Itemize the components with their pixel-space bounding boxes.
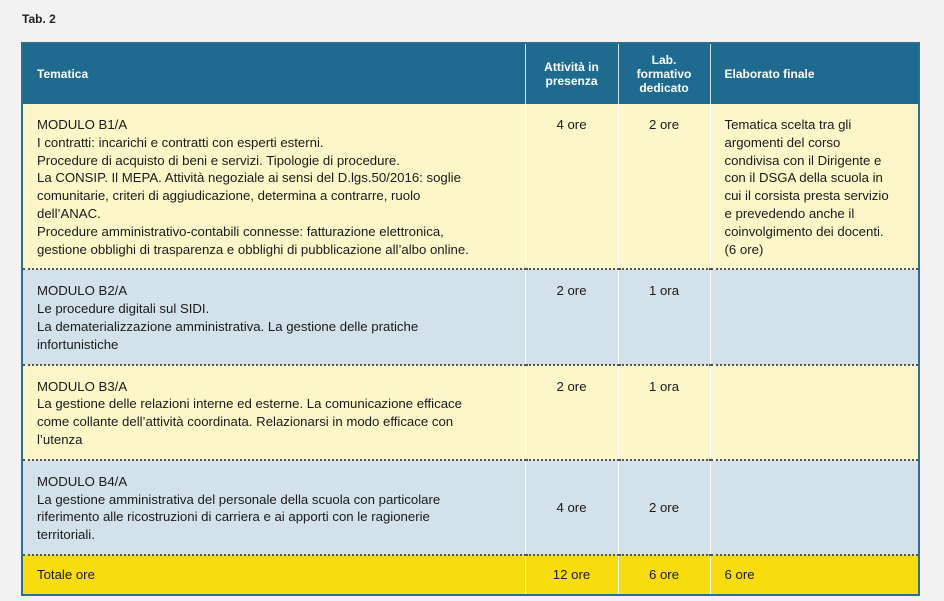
table-label: Tab. 2: [22, 12, 56, 26]
table-row: [22, 104, 919, 269]
table-row: [22, 460, 919, 555]
total-label: Totale ore: [22, 555, 525, 595]
total-elaborato: 6 ore: [710, 555, 919, 595]
row-elaborato: Tematica scelta tra gli argomenti del corso condivisa con il Dirigente e con il DSGA della scuola in cui il corsista presta servizio e prevedendo anche il coinvolgimento dei docenti. (6 ore): [710, 104, 919, 269]
row-attivita: 2 ore: [525, 269, 618, 364]
header-elaborato: Elaborato finale: [710, 43, 919, 104]
row-tematica: MODULO B4/A La gestione amministrativa del personale della scuola con particolare riferimento alle ricostruzioni di carriera e ai apporti con le ragionerie territoriali.: [22, 460, 525, 555]
table-row: [22, 365, 919, 460]
row-elaborato: [710, 460, 919, 555]
row-elaborato: [710, 365, 919, 460]
row-lab: 1 ora: [618, 365, 710, 460]
row-lab: 1 ora: [618, 269, 710, 364]
module-title: MODULO B3/A: [37, 378, 128, 394]
row-elaborato: [710, 269, 919, 364]
module-title: MODULO B1/A: [37, 117, 128, 132]
header-attivita: Attività in presenza: [525, 43, 618, 104]
row-lab: 2 ore: [618, 460, 710, 555]
total-attivita: 12 ore: [525, 555, 618, 595]
total-row: [22, 555, 919, 595]
header-lab: Lab. formativo dedicato: [618, 43, 710, 104]
row-tematica: MODULO B1/A I contratti: incarichi e contratti con esperti esterni. Procedure di acquisto di beni e servizi. Tipologie di procedure. La CONSIP. Il MEPA. Attività negoziale ai sensi del D.lgs.50/2016: soglie comunitarie, criteri di aggiudicazione, determina a contrarre, ruolo dell’ANAC. Procedure amministrativo-contabili connesse: fatturazione elettronica, gestione obblighi di trasparenza e obblighi di pubblicazione all’albo online.: [22, 104, 525, 269]
row-lab: 2 ore: [618, 104, 710, 269]
header-tematica: Tematica: [22, 43, 525, 104]
total-lab: 6 ore: [618, 555, 710, 595]
modules-table: [21, 42, 920, 596]
row-attivita: 4 ore: [525, 460, 618, 555]
row-attivita: 2 ore: [525, 365, 618, 460]
module-title: MODULO B2/A: [37, 283, 128, 299]
table-row: [22, 269, 919, 364]
row-attivita: 4 ore: [525, 104, 618, 269]
header-row: [22, 43, 919, 104]
module-title: MODULO B4/A: [37, 473, 128, 489]
row-tematica: MODULO B3/A La gestione delle relazioni interne ed esterne. La comunicazione efficace come collante dell’attività coordinata. Relazionarsi in modo efficace con l’utenza: [22, 365, 525, 460]
row-tematica: MODULO B2/A Le procedure digitali sul SIDI. La dematerializzazione amministrativa. La gestione delle pratiche infortunistiche: [22, 269, 525, 364]
